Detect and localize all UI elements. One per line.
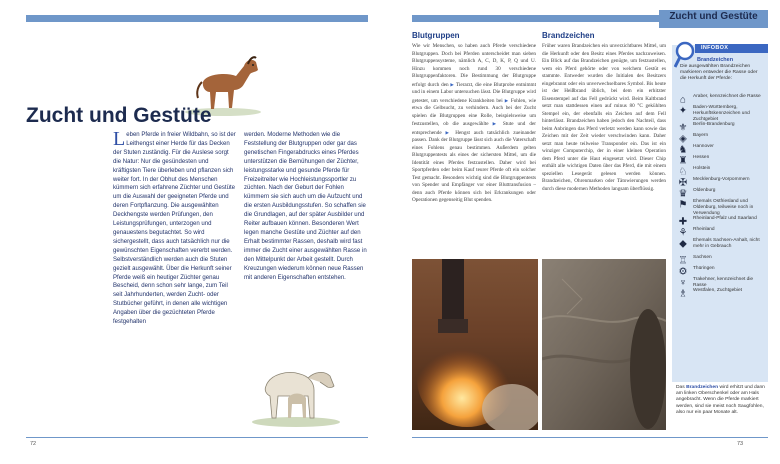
- baden-wuerttemberg-brand-icon: [676, 103, 690, 117]
- brand-item-label: Baden-Württemberg, Herkunftskennzeichen und Zuchtgebiet: [693, 105, 750, 122]
- brand-item: [676, 225, 766, 239]
- brand-item-label: Thüringen: [693, 266, 715, 271]
- left-header-band: [26, 15, 368, 22]
- blutgruppen-text-b: Tierarzt, die eine Blutprobe entnimmt und in einem Labor untersuchen lässt. Die Blutgruppe wird getestet, um verschiedene Krankheiten bei: [412, 81, 537, 104]
- footnote-post: wird erhitzt und dann am linken Oberschenkel oder am Hals angebracht. Wenn die Pferde markiert werden, sind sie meist noch Saugfohlen, also nur ein paar Monate alt.: [676, 385, 765, 415]
- blutgruppen-text: [412, 43, 536, 205]
- brand-item-label: Rheinland: [693, 227, 715, 232]
- footnote-pre: Das: [676, 385, 685, 390]
- page-title: Zucht und Gestüte: [26, 104, 212, 127]
- svg-text:♆: ♆: [679, 277, 687, 289]
- left-column-2-text: werden. Moderne Methoden wie die Feststellung der Blutgruppen oder gar das genetischen Fingerabdrucks eines Pferdes unterstützen die Bemühungen der Züchter, leistungsstarke und gesunde Pferde für Freizeitreiter wie Hochleistungssportler zu züchten. Nach der Geburt der Fohlen kümmern sie sich auch um die Aufzucht und die ersten Ausbildungsstufen. So schaffen sie die Grundlagen, auf der später Ausbilder und Reiter aufbauen können. Besonderen Wert legen manche Gestüte und Züchter auf den Erhalt bestimmter Rassen, deshalb wird fast immer die Zucht einer ausgewählten Rasse in den Mittelpunkt der Arbeit gestellt. Durch Kreuzungen wiederum können neue Rassen mit anderen Eigenschaften entstehen.: [244, 132, 367, 281]
- svg-text:♘: ♘: [678, 166, 688, 178]
- brand-item: [676, 164, 766, 178]
- drop-cap: L: [113, 128, 126, 150]
- infobox-title: Brandzeichen: [697, 57, 734, 63]
- svg-text:◆: ◆: [679, 238, 687, 250]
- blutgruppen-text-e: Hengst auch tatsächlich zueinander passen. Dank der Blutgruppe lässt sich auch die Vaterschaft eines Fohlens genau bestimmen. Außerdem gelten Blutgruppentests als eines der sichersten Mittel, um die Identität eines Pferdes festzustellen. Daher wird bei Sportpferden oder beim Kauf teurer Pferde oft ein solcher Test gemacht. Besonders wichtig sind die Blutgruppentests von Spender und Empfänger vor einer Bluttransfusion – denn auch Pferde können sich bei Erkrankungen oder Operationen gegenseitig Blut spenden.: [412, 129, 537, 203]
- brand-item-label: Bayern: [693, 133, 709, 138]
- brand-item: [676, 214, 766, 228]
- svg-text:◈: ◈: [679, 133, 687, 145]
- svg-text:✦: ✦: [678, 105, 688, 117]
- left-column-2: [244, 131, 369, 282]
- brand-item-label: Ehemals Ostfriesland und Oldenburg, teilweise noch in Verwendung: [693, 199, 754, 216]
- brand-item-label: Ehemals Sachsen-Anhalt, nicht mehr in Gebrauch: [693, 238, 760, 249]
- infobox-intro: Die ausgewählten Brandzeichen markieren entweder die Rasse oder die Herkunft der Pferde:: [680, 64, 758, 82]
- brand-item: [676, 103, 766, 120]
- svg-text:✚: ✚: [678, 216, 688, 228]
- blutgruppen-text-c: Fohlen, wie etwa die Gelbsucht, zu verhindern. Auch bei der Zucht spielen die Blutgruppen eine Rolle, beispielsweise um festzustellen, ob die ausgewählte: [412, 97, 536, 127]
- brand-item-label: Trakehner, kennzeichnet die Rasse: [693, 277, 754, 288]
- left-footer-rule: [26, 437, 368, 438]
- svg-text:⚑: ⚑: [678, 199, 688, 211]
- svg-text:♞: ♞: [678, 144, 688, 156]
- brand-item: [676, 236, 766, 253]
- footnote-highlight: Brandzeichen: [686, 385, 719, 390]
- ostfriesland-brand-icon: [676, 197, 690, 211]
- svg-text:♗: ♗: [678, 288, 688, 300]
- brand-item-label: Hessen: [693, 155, 710, 160]
- blutgruppen-text-a: Wie wir Menschen, so haben auch Pferde verschiedene Blutgruppen. Doch bei Pferden unterscheidet man sieben Blutgruppensysteme, nämlich A, C, D, K, P, Q und U. Hinzu kommen noch rund 30 verschiedene Blutgruppenfaktoren. Die Bestimmung der Blutgruppe erfolgt durch den: [412, 43, 536, 88]
- brand-item: [676, 264, 766, 278]
- brand-item-label: Hannover: [693, 144, 714, 149]
- brand-item-label: Berlin-Brandenburg: [693, 122, 735, 127]
- westfalen-brand-icon: [676, 286, 690, 300]
- brand-item: [676, 253, 766, 267]
- brand-item: [676, 142, 766, 156]
- brand-item-label: Mecklenburg-Vorpommern: [693, 177, 750, 182]
- branded-horse-photo: [542, 259, 666, 430]
- brand-item-label: Westfalen, Zuchtgebiet: [693, 288, 742, 293]
- sachsen-anhalt-brand-icon: [676, 236, 690, 250]
- right-footer-rule: [412, 437, 768, 438]
- svg-text:♜: ♜: [678, 155, 688, 167]
- svg-text:⚙: ⚙: [678, 266, 688, 278]
- brandzeichen-text-body: Früher waren Brandzeichen ein unverzichtbares Mittel, um die Herkunft oder den Besitz eines Pferdes nachzuweisen. Ein Blick auf das Brandzeichen genügte, um festzustellen, wem ein Pferd gehörte oder von welchem Gestüt es stammte. Entweder wurden die Initialen des Besitzers eingebrannt oder ein unverwechselbares Symbol. Bis heute ist der Heißbrand üblich, bei dem ein erhitzter Eisenstempel auf das Fell gedrückt wird. Beim Kaltbrand setzt man stattdessen einen auf minus 80 °C gekühlten Stempel ein, der ebenfalls ein Zeichen auf dem Fell hinterlässt. Brandzeichen haben jedoch den Nachteil, dass beim Anbringen das Pferd verletzt werden kann sowie das Zeichen mit der Zeit wieder verschwinden kann. Daher setzt man heute teilweise Transponder ein. Das ist ein winziger Computerchip, der in einer kleinen Operation dem Pferd unter die Haut eingesetzt wird. Dieser Chip enthält alle wichtigen Daten über das Pferd, die mit einem speziellen Lesegerät gelesen werden können. Brandzeichen, Ohrenmarken oder Tätowierungen werden durch diese modernen Methoden langsam überflüssig.: [542, 43, 666, 192]
- infobox-tab: INFOBOX: [695, 44, 768, 53]
- brand-item-label: Oldenburg: [693, 188, 716, 193]
- branding-iron-photo: [412, 259, 538, 430]
- brand-item-label: Sachsen: [693, 255, 712, 260]
- svg-text:⚜: ⚜: [678, 122, 688, 134]
- brand-item: [676, 175, 766, 189]
- brandzeichen-text: [542, 43, 666, 193]
- brand-item: [676, 186, 766, 200]
- right-page-number: 73: [737, 441, 744, 447]
- svg-text:♖: ♖: [678, 255, 688, 267]
- brand-item: [676, 275, 766, 289]
- brandzeichen-heading: Brandzeichen: [542, 31, 595, 40]
- brand-item-label: Araber, kennzeichnet die Rasse: [693, 94, 761, 99]
- brand-item: [676, 131, 766, 145]
- blutgruppen-heading: Blutgruppen: [412, 31, 460, 40]
- crossref-triangle-icon: ▶: [492, 121, 499, 126]
- infobox-footnote: [676, 385, 768, 416]
- brand-item: [676, 153, 766, 167]
- crossref-triangle-icon: ▶: [450, 81, 455, 87]
- right-header-band: [412, 15, 659, 22]
- brand-item-label: Rheinland-Pfalz und Saarland: [693, 216, 757, 221]
- crossref-triangle-icon: ▶: [445, 129, 452, 135]
- left-column-1-text: eben Pferde in freier Wildbahn, so ist der Leithengst einer Herde für das Decken der Stuten zuständig. Für die Auslese sorgt die Natur: Nur die gesündesten und kräftigsten Tiere überleben und pflanzen sich weiter fort. In der Obhut des Menschen kümmern sich erfahrene Züchter und Gestüte um die Auswahl der geeigneten Pferde und deren Fortpflanzung. Die ausgewählten Deckhengste werden Prüfungen, den Leistungsprüfungen, unterzogen und genauestens begutachtet. So wird sichergestellt, dass auch tatsächlich nur die gewünschten Eigenschaften vererbt werden. Selbstverständlich werden auch die Stuten gezielt ausgewählt. Über die Herkunft seiner Pferde weiß ein heutiger Züchter genau Bescheid, denn schon sehr lange, zum Teil seit Jahrhunderten, werden Zucht- oder Stutbücher geführt, in denen alle wichtigen Angaben über die gezüchteten Pferde festgehalten: [113, 132, 236, 326]
- left-page-number: 72: [30, 441, 37, 447]
- foal-illustration-bottom: [248, 352, 344, 428]
- blutgruppen-text-d: Stute und der entsprechende: [412, 121, 537, 136]
- brand-list: [676, 92, 766, 300]
- svg-text:⌂: ⌂: [679, 94, 687, 106]
- brand-item: [676, 197, 766, 214]
- right-header-title: Zucht und Gestüte: [669, 11, 758, 22]
- brand-item-label: Holstein: [693, 166, 711, 171]
- svg-text:♛: ♛: [678, 188, 688, 200]
- svg-text:⚘: ⚘: [678, 227, 688, 239]
- brand-item: [676, 92, 766, 106]
- svg-text:✠: ✠: [678, 177, 688, 189]
- left-column-1: [113, 128, 236, 327]
- crossref-triangle-icon: ▶: [504, 97, 509, 103]
